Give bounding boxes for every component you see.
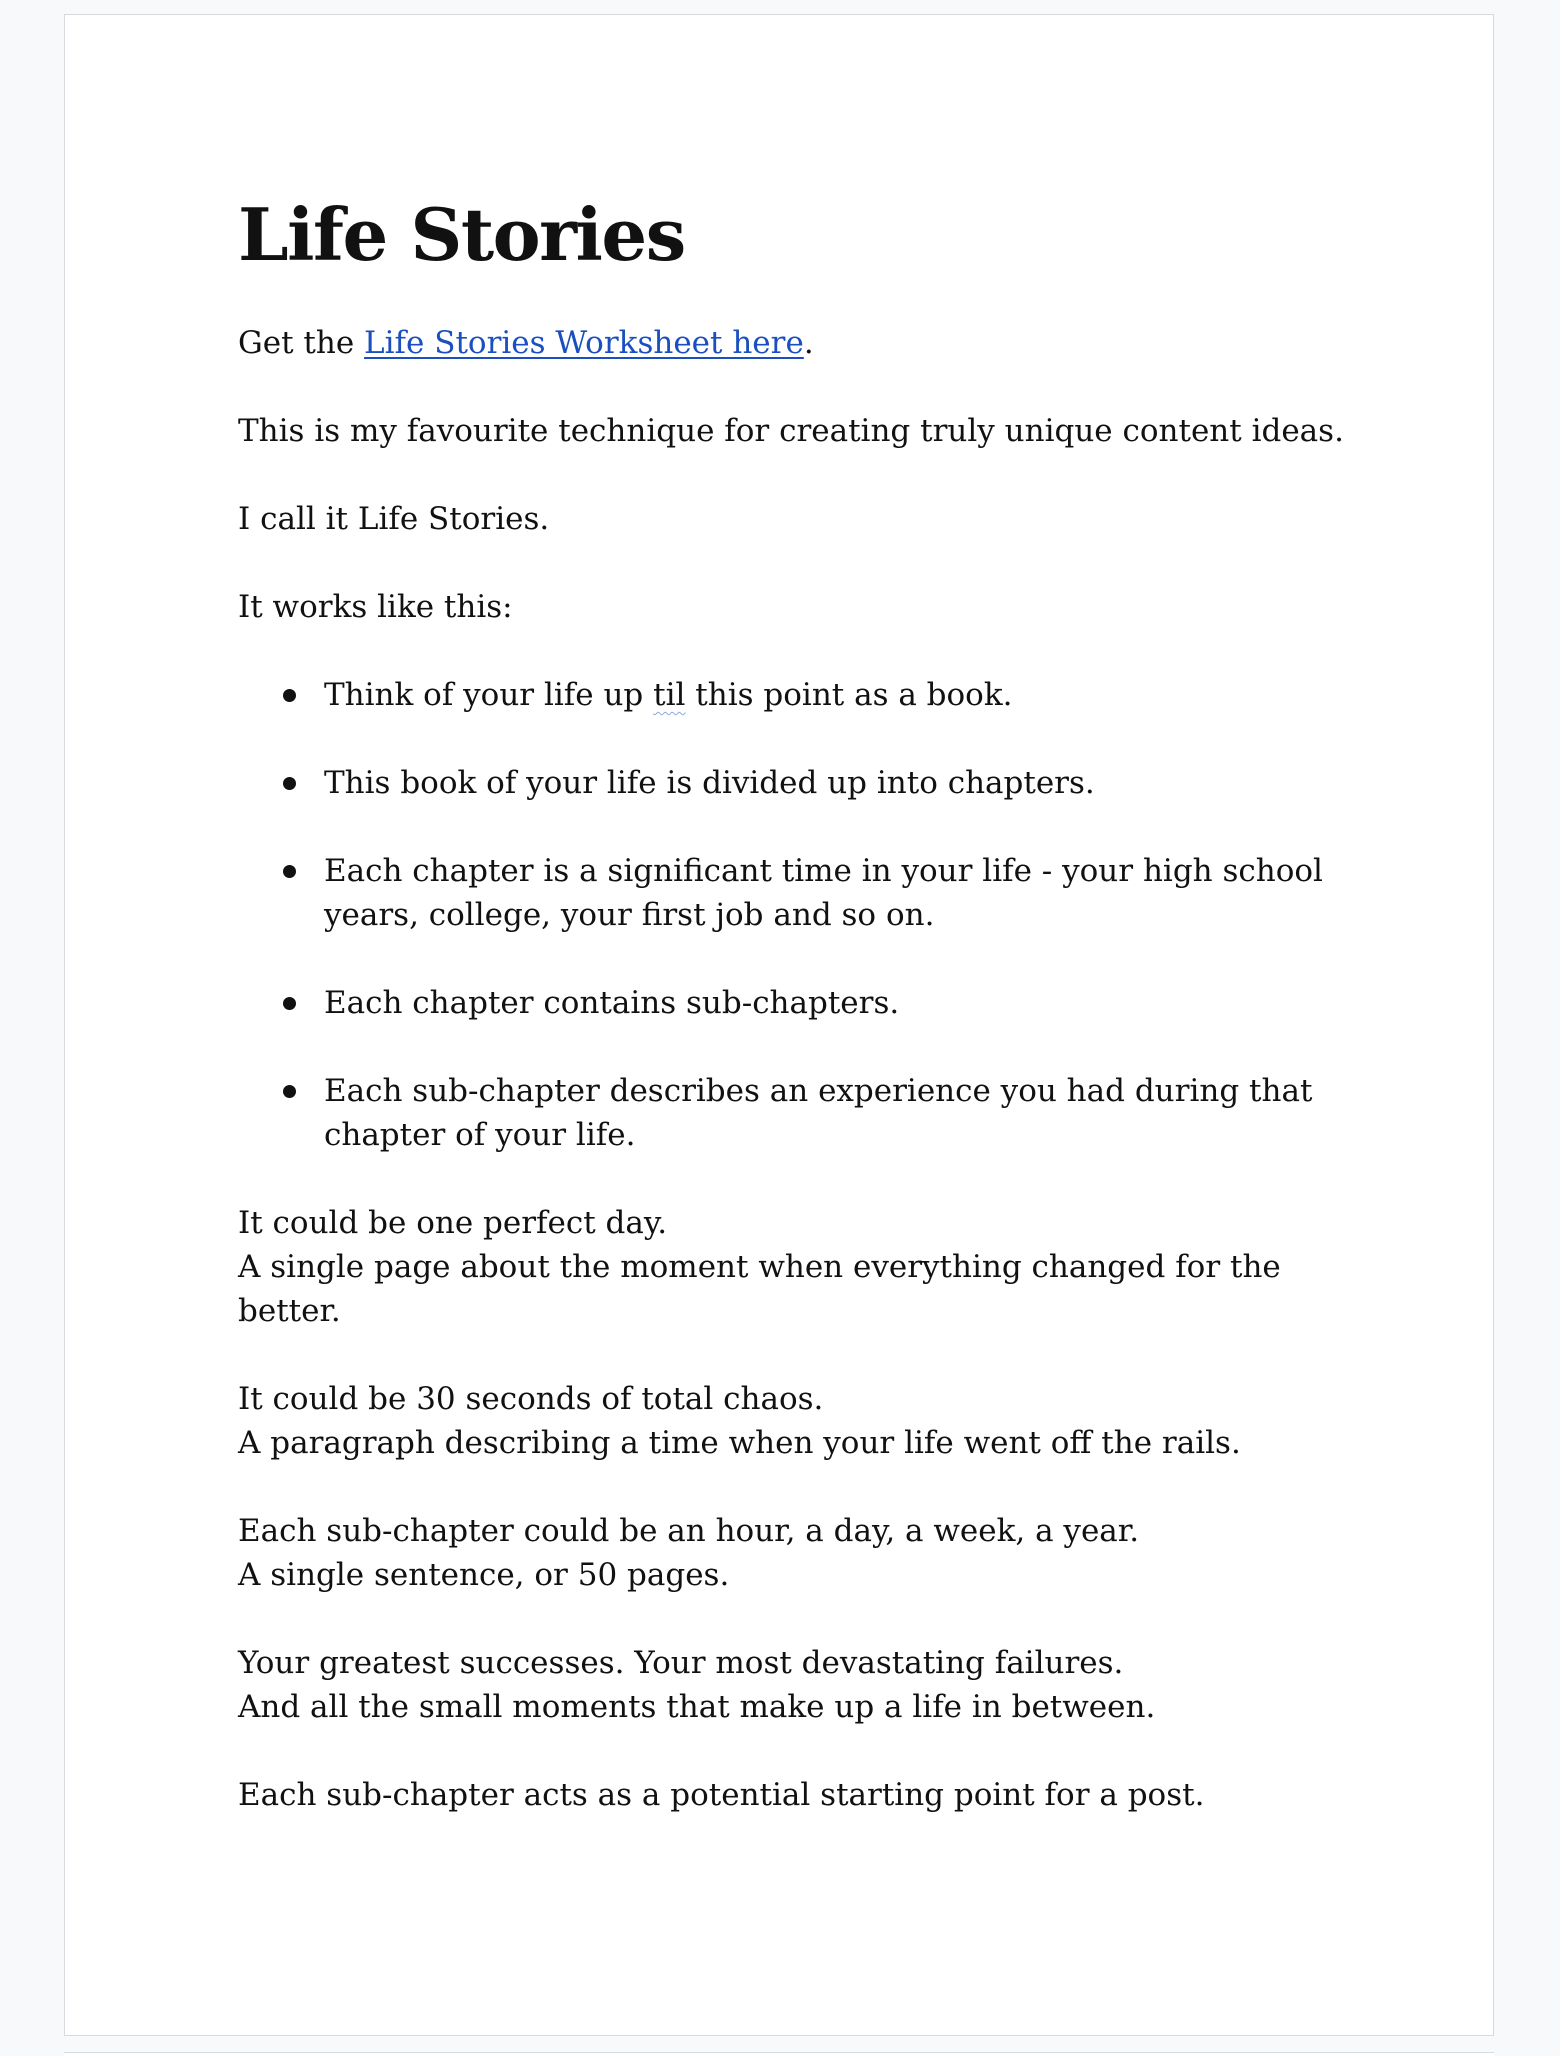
- bullet-text: This book of your life is divided up into chapters.: [324, 765, 1095, 801]
- intro-paragraph: [238, 321, 1358, 365]
- stanza-line: A single sentence, or 50 pages.: [238, 1557, 730, 1593]
- bullet-dot: [283, 689, 296, 702]
- bullet-dot: [283, 997, 296, 1010]
- document-title: Life Stories: [238, 192, 685, 277]
- bullet-item: [238, 849, 1324, 937]
- next-page-edge: [64, 2052, 1494, 2056]
- spellcheck-flagged-word[interactable]: til: [653, 677, 686, 713]
- stanza-line: A paragraph describing a time when your life went off the rails.: [238, 1425, 1241, 1461]
- bullet-text-end: this point as a book.: [685, 677, 1013, 713]
- intro-suffix: .: [803, 325, 814, 361]
- bullet-item: [238, 1069, 1324, 1157]
- bullet-item: [238, 981, 1324, 1025]
- paragraph-name: I call it Life Stories.: [238, 501, 550, 537]
- stanza-line: It could be one perfect day.: [238, 1205, 668, 1241]
- document-body[interactable]: [238, 185, 1358, 1817]
- stanza-line: And all the small moments that make up a life in between.: [238, 1689, 1156, 1725]
- stanza-line: Your greatest successes. Your most devastating failures.: [238, 1645, 1124, 1681]
- bullet-text: Each sub-chapter describes an experience you had during that chapter of your life.: [324, 1073, 1313, 1153]
- paragraph-works-like: It works like this:: [238, 589, 513, 625]
- stanza-line: A single page about the moment when everything changed for the better.: [238, 1249, 1281, 1329]
- bullet-item: [238, 761, 1324, 805]
- bullet-dot: [283, 1085, 296, 1098]
- stanza-line: It could be 30 seconds of total chaos.: [238, 1381, 824, 1417]
- intro-prefix: Get the: [238, 325, 365, 361]
- closing-paragraph: Each sub-chapter acts as a potential starting point for a post.: [238, 1777, 1205, 1813]
- bullet-text: Each chapter is a significant time in your life - your high school years, college, your first job and so on.: [324, 853, 1323, 933]
- document-page: [64, 14, 1494, 2036]
- bullet-text: Each chapter contains sub-chapters.: [324, 985, 900, 1021]
- stanza-line: Each sub-chapter could be an hour, a day, a week, a year.: [238, 1513, 1140, 1549]
- bullet-item: [238, 673, 1324, 717]
- paragraph-technique: This is my favourite technique for creating truly unique content ideas.: [238, 413, 1344, 449]
- bullet-dot: [283, 777, 296, 790]
- worksheet-link[interactable]: Life Stories Worksheet here: [364, 325, 804, 361]
- bullet-list: [238, 673, 1358, 1157]
- bullet-text-start: Think of your life up: [324, 677, 654, 713]
- bullet-dot: [283, 865, 296, 878]
